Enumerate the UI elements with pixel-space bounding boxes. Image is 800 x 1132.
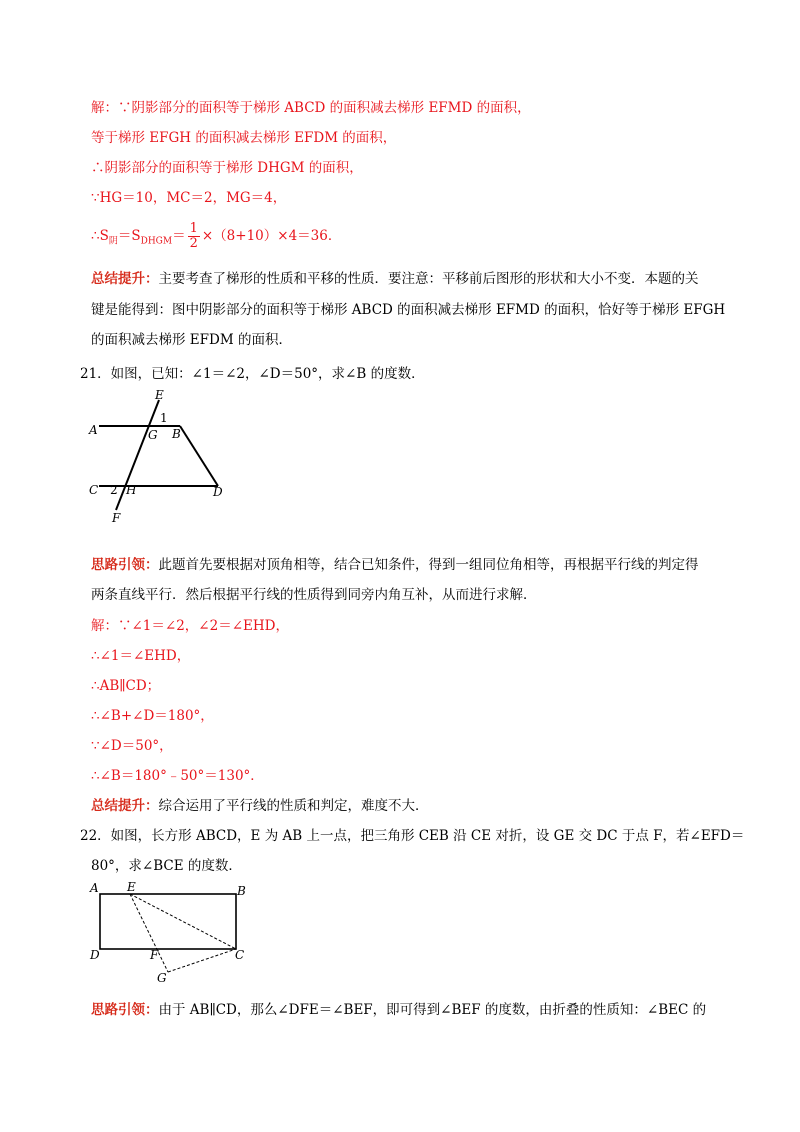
fraction-numerator: 1: [189, 221, 198, 236]
label-h: H: [126, 483, 137, 497]
formula-eq-s: ＝S: [117, 228, 141, 244]
summary-text: 主要考查了梯形的性质和平移的性质．要注意：平移前后图形的形状和大小不变．本题的关: [158, 271, 699, 287]
solution-20-line-4: ∵HG＝10，MC＝2，MG＝4，: [91, 190, 287, 206]
rectangle-abcd: [100, 894, 236, 949]
fraction-denominator: 2: [189, 236, 198, 251]
formula-tail: ×（8+10）×4＝36．: [201, 228, 342, 244]
solution-21-line-4: ∴∠B+∠D＝180°，: [91, 708, 214, 724]
label-b: B: [237, 884, 246, 898]
label-f: F: [112, 511, 121, 525]
line-bd: [180, 426, 218, 486]
problem-21-text: 21．如图，已知：∠1＝∠2，∠D＝50°，求∠B 的度数．: [80, 366, 425, 382]
label-angle-1: 1: [160, 411, 168, 425]
crease-ec: [130, 894, 236, 949]
formula-s-prefix: ∴S: [91, 228, 109, 244]
formula-equals: ＝: [172, 228, 186, 244]
fraction-one-half: [188, 222, 200, 251]
summary-label: 总结提升：: [91, 271, 159, 287]
label-d: D: [213, 485, 223, 499]
solution-20-line-5: [91, 218, 341, 260]
label-e: E: [155, 388, 164, 402]
solution-20-line-2: 等于梯形 EFGH 的面积减去梯形 EFDM 的面积，: [91, 130, 397, 146]
solution-21-line-2: ∴∠1＝∠EHD，: [91, 648, 191, 664]
hint-22-line-1: [91, 1001, 706, 1019]
label-e: E: [127, 880, 136, 894]
label-f: F: [150, 948, 159, 962]
solution-21-line-1: 解：∵∠1＝∠2，∠2＝∠EHD，: [91, 618, 289, 634]
figure-21-parallel-lines: [85, 388, 235, 528]
summary-20-line-2: 键是能得到：图中阴影部分的面积等于梯形 ABCD 的面积减去梯形 EFMD 的面积，恰好等于梯形 EFGH: [91, 302, 726, 318]
summary-label: 总结提升：: [91, 798, 159, 814]
hint-text: 此题首先要根据对顶角相等，结合已知条件，得到一组同位角相等，再根据平行线的判定得: [158, 557, 699, 573]
formula-sub-dhgm: DHGM: [140, 236, 173, 247]
hint-label: 思路引领：: [91, 1002, 159, 1018]
label-d: D: [90, 948, 100, 962]
figure-22-folded-rectangle: [85, 880, 255, 985]
solution-21-line-3: ∴AB∥CD；: [91, 678, 161, 694]
formula-sub-shaded: 阴: [108, 236, 118, 247]
hint-label: 思路引领：: [91, 557, 159, 573]
summary-text: 综合运用了平行线的性质和判定，难度不大．: [158, 798, 429, 814]
label-a: A: [89, 423, 98, 437]
fold-gc: [168, 949, 236, 972]
transversal-ef: [116, 400, 159, 510]
fold-eg: [130, 894, 168, 972]
summary-20-line-3: 的面积减去梯形 EFDM 的面积．: [91, 332, 292, 348]
summary-21-line-1: [91, 797, 429, 815]
hint-text: 由于 AB∥CD，那么∠DFE＝∠BEF，即可得到∠BEF 的度数，由折叠的性质知：∠BEC 的: [158, 1002, 707, 1018]
label-g: G: [148, 428, 158, 442]
label-g: G: [157, 971, 167, 985]
label-c: C: [89, 483, 99, 497]
solution-21-line-6: ∴∠B＝180°﹣50°＝130°．: [91, 768, 264, 784]
problem-22-line-2: 80°，求∠BCE 的度数．: [91, 858, 242, 874]
solution-20-line-1: 解：∵阴影部分的面积等于梯形 ABCD 的面积减去梯形 EFMD 的面积，: [91, 100, 531, 116]
label-b: B: [172, 427, 181, 441]
hint-21-line-2: 两条直线平行．然后根据平行线的性质得到同旁内角互补，从而进行求解．: [91, 587, 537, 603]
problem-22-line-1: 22．如图，长方形 ABCD，E 为 AB 上一点，把三角形 CEB 沿 CE 对折，设 GE 交 DC 于点 F，若∠EFD＝: [80, 828, 745, 844]
solution-20-line-3: ∴阴影部分的面积等于梯形 DHGM 的面积，: [91, 160, 363, 176]
summary-20-line-1: [91, 270, 699, 288]
label-a: A: [90, 881, 99, 895]
hint-21-line-1: [91, 556, 699, 574]
label-c: C: [235, 948, 245, 962]
solution-21-line-5: ∵∠D＝50°，: [91, 738, 173, 754]
label-angle-2: 2: [110, 483, 118, 497]
